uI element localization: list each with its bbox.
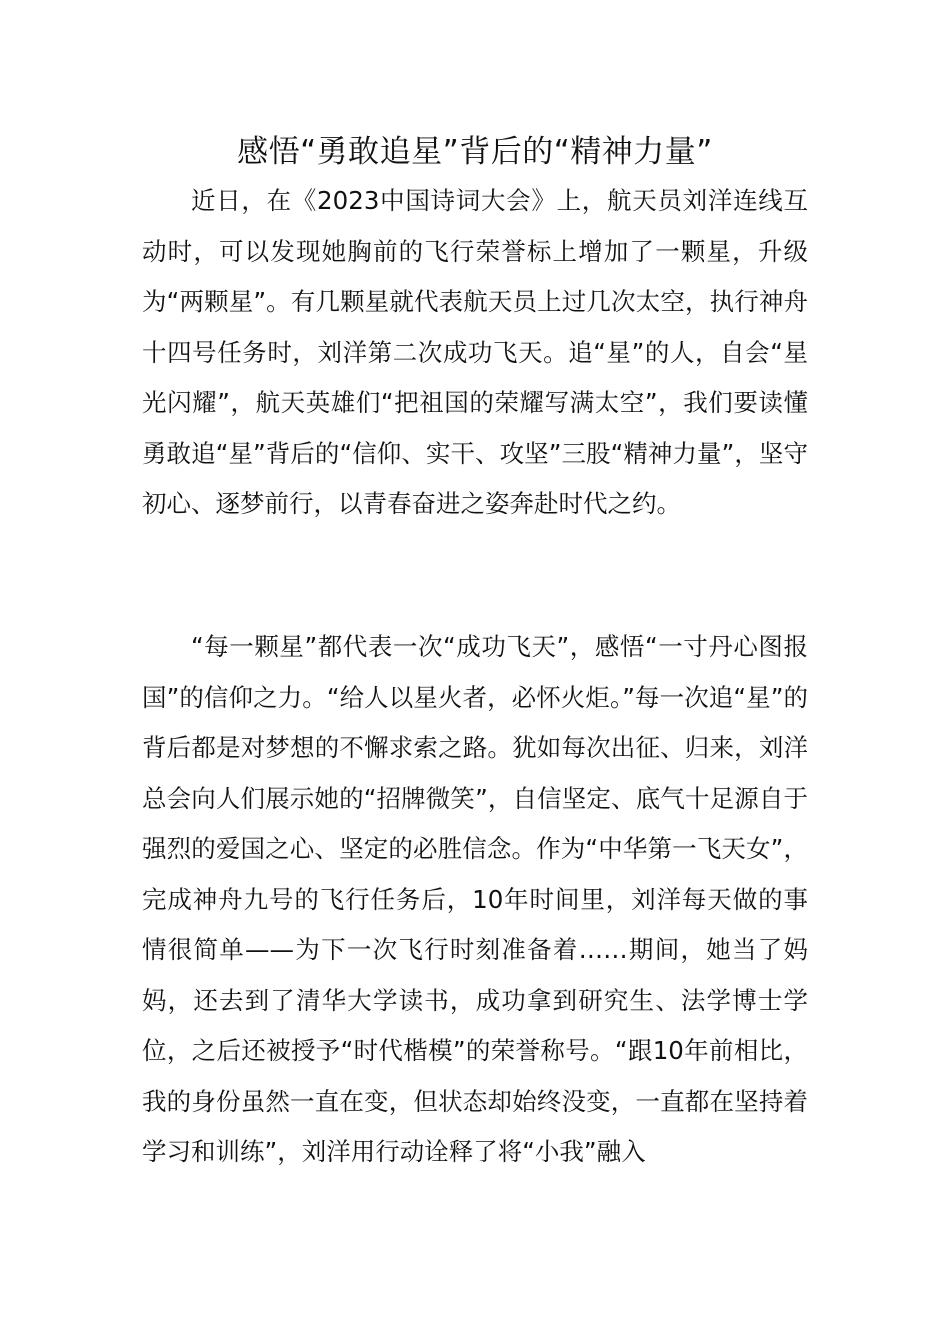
document-title: 感悟“勇敢追星”背后的“精神力量”: [237, 134, 713, 170]
paragraph-2: “每一颗星”都代表一次“成功飞天”，感悟“一寸丹心图报国”的信仰之力。“给人以星火者，必怀火炬。”每一次追“星”的背后都是对梦想的不懈求索之路。犹如每次出征、归来，刘洋总会向人们展示她的“招牌微笑”，自信坚定、底气十足源自于强烈的爱国之心、坚定的必胜信念。作为“中华第一飞天女”，完成神舟九号的飞行任务后，10年时间里，刘洋每天做的事情很简单——为下一次飞行时刻准备着……期间，她当了妈妈，还去到了清华大学读书，成功拿到研究生、法学博士学位，之后还被授予“时代楷模”的荣誉称号。“跟10年前相比，我的身份虽然一直在变，但状态却始终没变，一直都在坚持着学习和训练”，刘洋用行动诠释了将“小我”融入: [142, 632, 808, 1166]
paragraph-1: 近日，在《2023中国诗词大会》上，航天员刘洋连线互动时，可以发现她胸前的飞行荣誉标上增加了一颗星，升级为“两颗星”。有几颗星就代表航天员上过几次太空，执行神舟十四号任务时，刘洋第二次成功飞天。追“星”的人，自会“星光闪耀”，航天英雄们“把祖国的荣耀写满太空”，我们要读懂勇敢追“星”背后的“信仰、实干、攻坚”三股“精神力量”，坚守初心、逐梦前行，以青春奋进之姿奔赴时代之约。: [142, 186, 808, 518]
